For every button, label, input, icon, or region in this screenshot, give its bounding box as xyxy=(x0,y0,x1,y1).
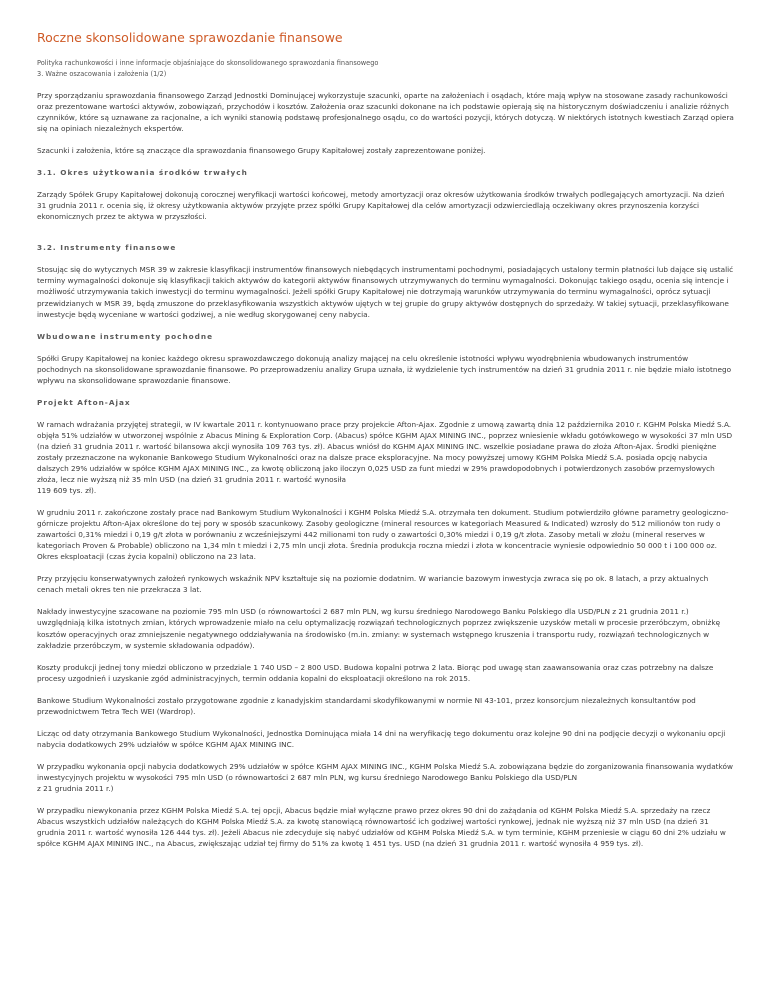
section-heading-useful-life: 3.1. Okres użytkowania środków trwałych xyxy=(37,168,248,178)
afton-ajax-paragraph-2: W grudniu 2011 r. zakończone zostały prace nad Bankowym Studium Wykonalności i KGHM Polska Miedź S.A. otrzymała ten dokument. Studium potwierdziło główne parametry geologiczno-górnicze projektu Afton-Ajax określone do tej pory w sposób szacunkowy. Zasoby geologiczne (mineral resources w kategoriach Measured & Indicated) wzrosły do 512 milionów ton rudy o zawartości 0,31% miedzi i 0,19 g/t złota w porównaniu z wcześniejszymi 442 milionami ton rudy o zawartości 0,30% miedzi i 0,19 g/t złota. Zasoby metali w złożu (mineral reserves w kategoriach Proven & Probable) obliczono na 1,34 mln t miedzi i 2,75 mln uncji złota. Średnia produkcja roczna miedzi i złota w koncentracie wyniesie odpowiednio 50 000 t i 100 000 oz. Okres eksploatacji (czas życia kopalni) obliczono na 23 lata. xyxy=(37,508,729,562)
afton-ajax-paragraph-4: Nakłady inwestycyjne szacowane na poziomie 795 mln USD (o równowartości 2 687 mln PLN, wg kursu średniego Narodowego Banku Polskiego dla USD/PLN z 21 grudnia 2011 r.) uwzględniają kilka istotnych zmian, których wprowadzenie miało na celu optymalizację rozwiązań technologicznych poprzez zwiększenie uzysków metali w procesie przeróbczym, obniżkę kosztów operacyjnych oraz zmniejszenie negatywnego oddziaływania na środowisko (m.in. zmiany: w systemach wstępnego kruszenia i transportu rudy, rozwiązań technologicznych w zakładzie przeróbczym, w systemie składowania odpadów). xyxy=(37,607,721,650)
breadcrumb-line-section: Polityka rachunkowości i inne informacje objaśniające do skonsolidowanego sprawozdania finansowego xyxy=(37,59,379,67)
afton-ajax-paragraph-8-end: z 21 grudnia 2011 r.) xyxy=(37,783,114,793)
intro-paragraph: Przy sporządzaniu sprawozdania finansowego Zarząd Jednostki Dominującej wykorzystuje szacunki, oparte na założeniach i osądach, które mają wpływ na stosowane zasady rachunkowości oraz prezentowane wartości aktywów, zobowiązań, przychodów i kosztów. Założenia oraz szacunki dokonane na ich podstawie opierają się na historycznym doświadczeniu i analizie różnych czynników, które są uznawane za racjonalne, a ich wyniki stanowią podstawę profesjonalnego osądu, co do wartości pozycji, których dotyczą. W niektórych istotnych kwestiach Zarząd opiera się na opiniach niezależnych ekspertów. xyxy=(37,91,734,134)
section-heading-afton-ajax: Projekt Afton-Ajax xyxy=(37,397,131,407)
afton-ajax-paragraph-9: W przypadku niewykonania przez KGHM Polska Miedź S.A. tej opcji, Abacus będzie miał wyłączne prawo przez okres 90 dni do zażądania od KGHM Polska Miedź S.A. sprzedaży na rzecz Abacus wszystkich udziałów należących do KGHM Polska Miedź S.A. za kwotę stanowiącą równowartość ich godziwej wartości rynkowej, jednak nie wyższą niż 37 mln USD (na dzień 31 grudnia 2011 r. wartość wynosiła 126 444 tys. zł). Jeżeli Abacus nie zdecyduje się nabyć udziałów od KGHM Polska Miedź S.A. w tym terminie, KGHM przeniesie w ciągu 60 dni 2% udziału w spółce KGHM AJAX MINING INC., na Abacus, zwiększając udział tej firmy do 51% za kwotę 1 451 tys. USD (na dzień 31 grudnia 2011 r. wartość wynosiła 4 959 tys. zł). xyxy=(37,806,726,849)
afton-ajax-paragraph-1 xyxy=(37,419,734,496)
page-title: Roczne skonsolidowane sprawozdanie finansowe xyxy=(37,30,343,45)
afton-ajax-paragraph-1-end: 119 609 tys. zł). xyxy=(37,486,97,496)
financial-instruments-paragraph: Stosując się do wytycznych MSR 39 w zakresie klasyfikacji instrumentów finansowych niebędących instrumentami pochodnymi, posiadających ustalony termin płatności lub dające się ustalić terminy wymagalności dokonuje się klasyfikacji takich aktywów do kategorii aktywów finansowych utrzymywanych do terminu wymagalności. Dokonując takiego osądu, ocenia się intencje i możliwość utrzymywania takich inwestycji do terminu wymagalności. Jeżeli spółki Grupy Kapitałowej nie dotrzymają warunków utrzymywania do terminu wymagalności, oprócz sytuacji przewidzianych w MSR 39, będą zmuszone do przeklasyfikowania wszystkich aktywów ujętych w tej grupie do grupy aktywów dostępnych do sprzedaży. W takiej sytuacji, przeklasyfikowane inwestycje będą wyceniane w wartości godziwej, a nie według skorygowanej ceny nabycia. xyxy=(37,265,734,319)
afton-ajax-paragraph-1-text: W ramach wdrażania przyjętej strategii, w IV kwartale 2011 r. kontynuowano prace przy projekcie Afton-Ajax. Zgodnie z umową zawartą dnia 12 października 2010 r. KGHM Polska Miedź S.A. objęła 51% udziałów w utworzonej wspólnie z Abacus Mining & Exploration Corp. (Abacus) spółce KGHM AJAX MINING INC., poprzez wniesienie wkładu gotówkowego w wysokości 37 mln USD (na dzień 31 grudnia 2011 r. wartość bilansowa akcji wynosiła 109 763 tys. zł). Abacus wniósł do KGHM AJAX MINING INC. wszelkie posiadane prawa do złoża Afton-Ajax. Środki pieniężne zostały przeznaczone na wykonanie Bankowego Studium Wykonalności oraz na dalsze prace eksploracyjne. Na mocy powyższej umowy KGHM Polska Miedź S.A. posiada opcję nabycia dalszych 29% udziałów w spółce KGHM AJAX MINING INC., za kwotę obliczoną jako iloczyn 0,025 USD za funt miedzi w 29% prawdopodobnych i potwierdzonych zasobów przemysłowych złoża, lecz nie wyższą niż 35 mln USD (na dzień 31 grudnia 2011 r. wartość wynosiła xyxy=(37,419,733,484)
breadcrumb-line-subsection: 3. Ważne oszacowania i założenia (1/2) xyxy=(37,69,167,78)
section-heading-financial-instruments: 3.2. Instrumenty finansowe xyxy=(37,243,177,253)
embedded-derivatives-paragraph: Spółki Grupy Kapitałowej na koniec każdego okresu sprawozdawczego dokonują analizy mającej na celu określenie istotności wpływu wyodrębnienia wbudowanych instrumentów pochodnych na skonsolidowane sprawozdanie finansowe. Po przeprowadzeniu analizy Grupa uznała, iż wydzielenie tych instrumentów na dzień 31 grudnia 2011 r. nie będzie miało istotnego wpływu na skonsolidowane sprawozdanie finansowe. xyxy=(37,353,732,385)
afton-ajax-paragraph-5: Koszty produkcji jednej tony miedzi obliczono w przedziale 1 740 USD – 2 800 USD. Budowa kopalni potrwa 2 lata. Biorąc pod uwagę stan zaawansowania oraz czas potrzebny na dalsze procesy uzgodnień i uzyskanie zgód administracyjnych, termin oddania kopalni do eksploatacji określono na rok 2015. xyxy=(37,662,714,683)
afton-ajax-paragraph-3: Przy przyjęciu konserwatywnych założeń rynkowych wskaźnik NPV kształtuje się na poziomie dodatnim. W wariancie bazowym inwestycja zwraca się po ok. 8 latach, a przy aktualnych cenach metali okres ten nie przekracza 3 lat. xyxy=(37,574,709,595)
breadcrumb xyxy=(37,58,734,79)
afton-ajax-paragraph-8-text: W przypadku wykonania opcji nabycia dodatkowych 29% udziałów w spółce KGHM AJAX MINING INC., KGHM Polska Miedź S.A. zobowiązana będzie do zorganizowania finansowania wydatków inwestycyjnych projektu w wysokości 795 mln USD (o równowartości 2 687 mln PLN, wg kursu średniego Narodowego Banku Polskiego dla USD/PLN xyxy=(37,761,733,782)
afton-ajax-paragraph-8 xyxy=(37,761,734,794)
intro-summary-paragraph: Szacunki i założenia, które są znaczące dla sprawozdania finansowego Grupy Kapitałowej zostały zaprezentowane poniżej. xyxy=(37,146,486,156)
afton-ajax-paragraph-6: Bankowe Studium Wykonalności zostało przygotowane zgodnie z kanadyjskim standardami skodyfikowanymi w normie NI 43-101, przez konsorcjum niezależnych konsultantów pod przewodnictwem Tetra Tech WEI (Wardrop). xyxy=(37,695,696,716)
section-heading-embedded-derivatives: Wbudowane instrumenty pochodne xyxy=(37,331,214,341)
afton-ajax-paragraph-7: Licząc od daty otrzymania Bankowego Studium Wykonalności, Jednostka Dominująca miała 14 dni na weryfikację tego dokumentu oraz kolejne 90 dni na podjęcie decyzji o wykonaniu opcji nabycia dodatkowych 29% udziałów w spółce KGHM AJAX MINING INC. xyxy=(37,728,726,749)
useful-life-paragraph: Zarządy Spółek Grupy Kapitałowej dokonują corocznej weryfikacji wartości końcowej, metody amortyzacji oraz okresów użytkowania środków trwałych podlegających amortyzacji. Na dzień 31 grudnia 2011 r. ocenia się, iż okresy użytkowania aktywów przyjęte przez spółki Grupy Kapitałowej dla celów amortyzacji odzwierciedlają oczekiwany okres przynoszenia korzyści ekonomicznych przez te aktywa w przyszłości. xyxy=(37,190,725,222)
